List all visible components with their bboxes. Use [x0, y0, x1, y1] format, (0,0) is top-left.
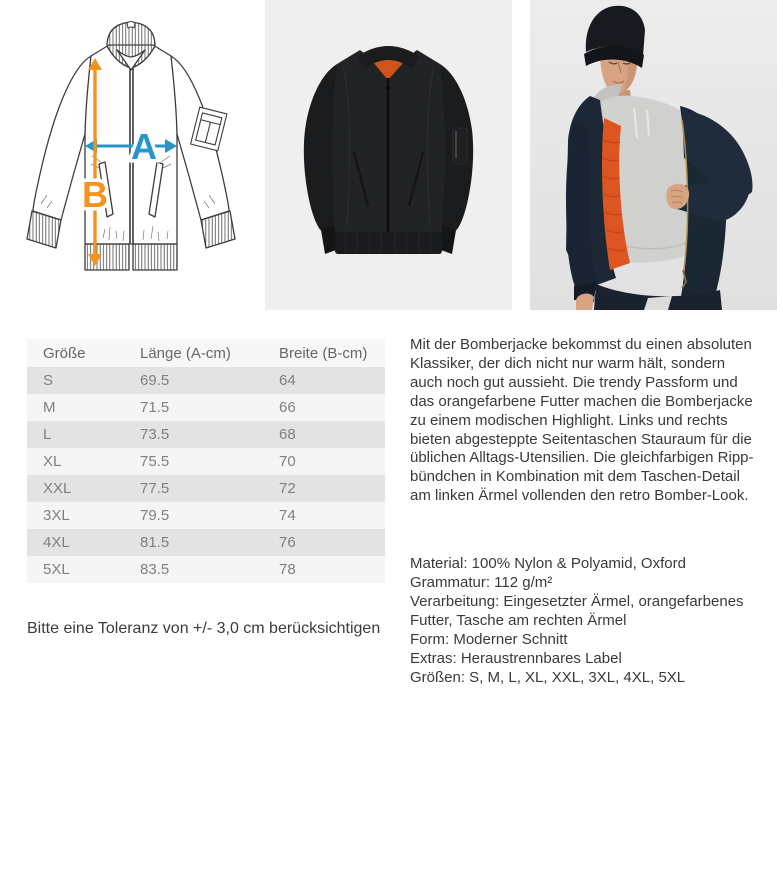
- description-line: das orangefarbene Futter machen die Bomberjacke: [410, 392, 753, 410]
- table-row: [27, 556, 385, 583]
- length-cell: 79.5: [140, 507, 170, 524]
- detail-form: Form: Moderner Schnitt: [410, 631, 568, 648]
- product-photo[interactable]: [265, 0, 512, 310]
- detail-workmanship-cont: Futter, Tasche am rechten Ärmel: [410, 612, 627, 629]
- width-cell: 66: [279, 399, 296, 416]
- size-cell: 4XL: [43, 534, 70, 551]
- column-header-size: Größe: [27, 339, 124, 367]
- size-guide-image[interactable]: [25, 12, 237, 297]
- product-details: [410, 554, 744, 687]
- width-cell: 74: [279, 507, 296, 524]
- description-line: bündchen in Kombination mit dem Taschen-Detail: [410, 468, 740, 486]
- size-cell: 5XL: [43, 561, 70, 578]
- detail-extras: Extras: Heraustrennbares Label: [410, 650, 622, 667]
- bomber-jacket-image: [265, 0, 512, 310]
- size-cell: XL: [43, 453, 62, 470]
- description-line: am linken Ärmel vollenden den retro Bomber-Look.: [410, 487, 749, 505]
- table-row: [27, 367, 385, 394]
- width-cell: 70: [279, 453, 296, 470]
- size-cell: M: [43, 399, 56, 416]
- width-cell: 72: [279, 480, 296, 497]
- model-photo[interactable]: [530, 0, 777, 310]
- table-header-row: [27, 339, 385, 367]
- label-a: A: [131, 126, 157, 167]
- size-cell: XXL: [43, 480, 72, 497]
- description-line: üblichen Alltags-Utensilien. Die gleichfarbigen Ripp-: [410, 449, 754, 467]
- size-cell: L: [43, 426, 52, 443]
- length-cell: 77.5: [140, 480, 170, 497]
- width-cell: 68: [279, 426, 296, 443]
- black-bomber-jacket: [304, 46, 473, 254]
- description-line: zu einem modischen Highlight. Links und rechts: [410, 411, 728, 429]
- measurement-diagram: [25, 12, 237, 297]
- product-description: [410, 336, 754, 506]
- length-cell: 75.5: [140, 453, 170, 470]
- length-cell: 73.5: [140, 426, 170, 443]
- tolerance-note: Bitte eine Toleranz von +/- 3,0 cm berücksichtigen: [27, 620, 381, 637]
- length-cell: 71.5: [140, 399, 170, 416]
- detail-material: Material: 100% Nylon & Polyamid, Oxford: [410, 555, 686, 572]
- table-row: [27, 421, 385, 448]
- detail-grammage: Grammatur: 112 g/m²: [410, 574, 553, 591]
- size-cell: S: [43, 372, 54, 389]
- width-cell: 78: [279, 561, 296, 578]
- detail-sizes: Größen: S, M, L, XL, XXL, 3XL, 4XL, 5XL: [410, 669, 686, 686]
- length-cell: 81.5: [140, 534, 170, 551]
- description-line: auch noch gut aussieht. Die trendy Passform und: [410, 373, 738, 391]
- detail-workmanship: Verarbeitung: Eingesetzter Ärmel, orangefarbenes: [410, 593, 744, 610]
- model-wearing-jacket-image: [530, 0, 777, 310]
- length-cell: 83.5: [140, 561, 170, 578]
- description-line: Mit der Bomberjacke bekommst du einen absoluten: [410, 336, 752, 353]
- column-header-length: Länge (A-cm): [124, 339, 263, 367]
- size-table: [27, 339, 385, 583]
- description-line: bieten abgesteppte Seitentaschen Stauraum für die: [410, 430, 752, 448]
- table-row: [27, 394, 385, 421]
- width-cell: 76: [279, 534, 296, 551]
- size-table-header: [27, 339, 385, 367]
- table-row: [27, 475, 385, 502]
- length-cell: 69.5: [140, 372, 170, 389]
- size-cell: 3XL: [43, 507, 70, 524]
- table-row: [27, 529, 385, 556]
- column-header-width: Breite (B-cm): [263, 339, 385, 367]
- label-b: B: [82, 174, 108, 215]
- description-line: Klassiker, der dich nicht nur warm hält, sondern: [410, 354, 726, 372]
- table-row: [27, 502, 385, 529]
- width-cell: 64: [279, 372, 296, 389]
- table-row: [27, 448, 385, 475]
